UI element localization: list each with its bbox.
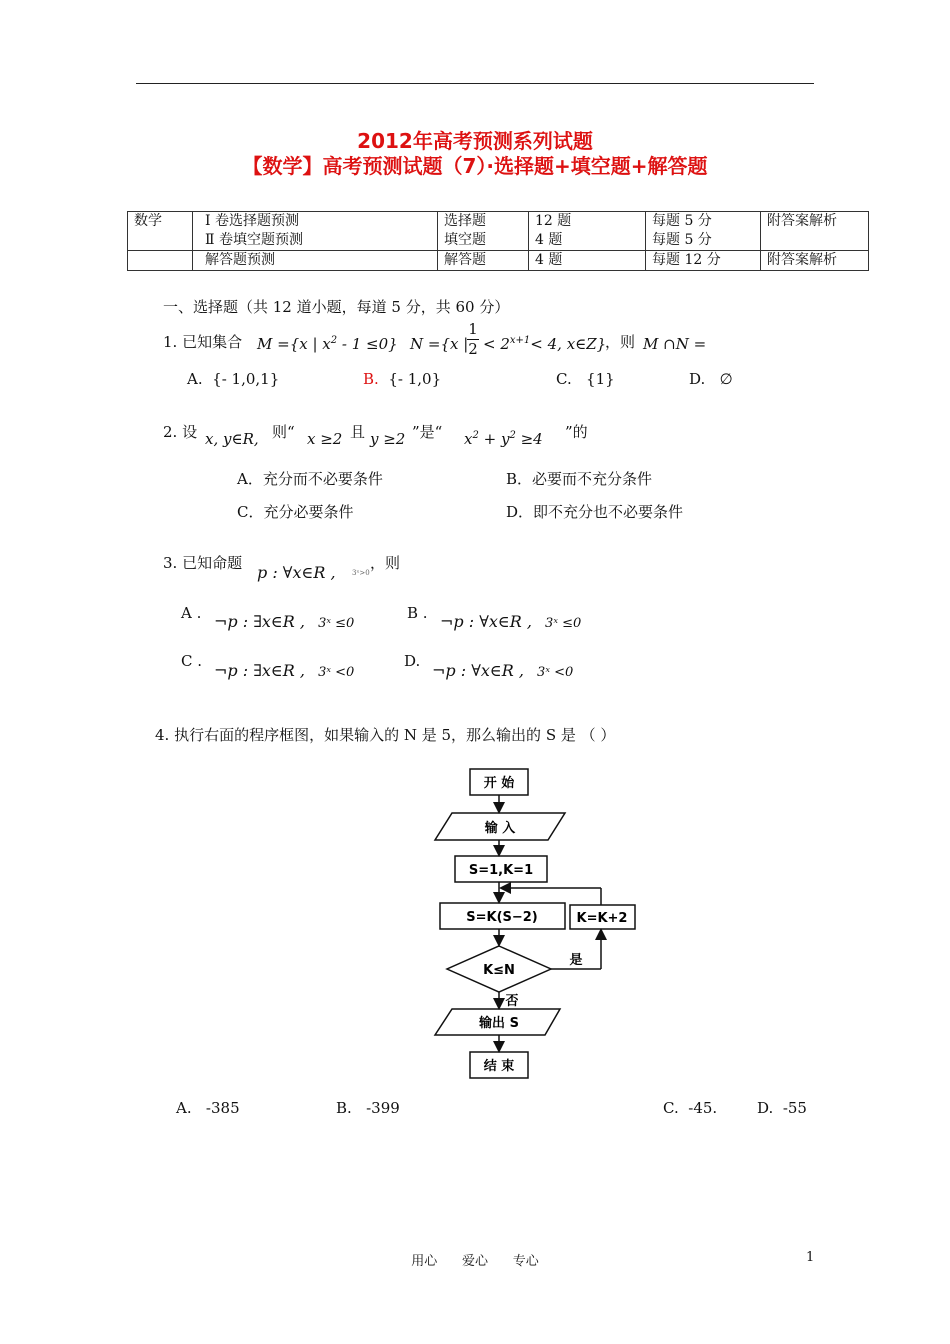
q3-option-b-label[interactable]: B . bbox=[407, 604, 428, 622]
table-cell: 每题 12 分 bbox=[646, 251, 761, 271]
q1-prefix: 1. 已知集合 bbox=[163, 333, 243, 351]
table-cell: 解答题预测 bbox=[193, 251, 438, 271]
table-cell: 12 题 4 题 bbox=[529, 212, 646, 251]
q3-option-d-label[interactable]: D. bbox=[404, 652, 421, 670]
info-table bbox=[127, 211, 869, 271]
flow-yes-label: 是 bbox=[569, 953, 583, 968]
q3-option-b[interactable]: ¬p : ∀x∈R , 3ˣ ≤0 bbox=[440, 612, 582, 631]
q2-cond3: $x^2 + y^2 \ge 4$ bbox=[464, 430, 543, 448]
table-cell: 解答题 bbox=[438, 251, 529, 271]
q3-option-c-label[interactable]: C . bbox=[181, 652, 203, 670]
flow-start-text: 开 始 bbox=[483, 776, 515, 791]
q1-option-d[interactable]: D. ∅ bbox=[689, 370, 733, 388]
q2-cond1: x ≥2 bbox=[307, 430, 343, 448]
q4-option-c[interactable]: C. -45. bbox=[663, 1099, 718, 1117]
q1-option-c[interactable]: C. {1} bbox=[556, 370, 615, 388]
q3-tiny-expr: 3ˣ>0 bbox=[352, 569, 370, 577]
table-cell: 4 题 bbox=[529, 251, 646, 271]
q1-fraction: 1 2 bbox=[468, 320, 478, 358]
table-cell: 附答案解析 bbox=[761, 212, 869, 251]
q1-option-a[interactable]: A. {- 1,0,1} bbox=[187, 370, 280, 388]
q3-option-a[interactable]: ¬p : ∃x∈R , 3ˣ ≤0 bbox=[214, 612, 355, 631]
table-cell: 附答案解析 bbox=[761, 251, 869, 271]
table-cell: 每题 5 分 每题 5 分 bbox=[646, 212, 761, 251]
q1-set-n: N ={x | bbox=[410, 335, 469, 353]
flow-no-label: 否 bbox=[505, 994, 519, 1009]
q2-vars: x, y∈R, bbox=[205, 430, 259, 448]
q2-cond2: y ≥2 bbox=[370, 430, 406, 448]
q3-option-c[interactable]: ¬p : ∃x∈R , 3ˣ <0 bbox=[214, 661, 355, 680]
q2-option-d[interactable]: D．即不充分也不必要条件 bbox=[506, 503, 684, 521]
table-cell bbox=[128, 251, 193, 271]
section-heading: 一、选择题（共 12 道小题，每道 5 分，共 60 分） bbox=[163, 298, 510, 316]
q1-ask: M ∩N = bbox=[643, 335, 707, 353]
q2-option-a[interactable]: A．充分而不必要条件 bbox=[237, 470, 383, 488]
q3-suffix: ，则 bbox=[370, 554, 401, 572]
doc-title: 2012年高考预测系列试题 bbox=[357, 129, 593, 153]
flow-input-text: 输 入 bbox=[484, 821, 516, 836]
page-number: 1 bbox=[806, 1250, 815, 1265]
q2-prefix: 2. 设 bbox=[163, 423, 198, 441]
table-cell: Ⅰ 卷选择题预测 Ⅱ 卷填空题预测 bbox=[193, 212, 438, 251]
q1-set-m: M ={x | $x^2 - 1 \le 0$} bbox=[257, 335, 398, 353]
q1-inequality: < $2^{x+1}< 4$, x∈Z} bbox=[483, 335, 607, 353]
q2-of: ”的 bbox=[565, 423, 588, 441]
q2-then: 则“ bbox=[272, 423, 295, 441]
q4-option-b[interactable]: B. -399 bbox=[336, 1099, 400, 1117]
flow-init-text: S=1,K=1 bbox=[468, 863, 534, 878]
header-rule bbox=[136, 83, 814, 84]
table-row bbox=[128, 251, 869, 271]
q2-is: ”是“ bbox=[412, 423, 443, 441]
flowchart bbox=[430, 765, 650, 1085]
q1-option-b[interactable]: B. {- 1,0} bbox=[363, 370, 442, 388]
q3-option-a-label[interactable]: A . bbox=[181, 604, 202, 622]
q4-text: 4. 执行右面的程序框图，如果输入的 N 是 5，那么输出的 S 是 （ ） bbox=[155, 726, 616, 744]
q3-proposition: p : ∀x∈R , bbox=[257, 563, 336, 582]
table-cell: 数学 bbox=[128, 212, 193, 251]
q2-and: 且 bbox=[350, 423, 366, 441]
q3-prefix: 3. 已知命题 bbox=[163, 554, 243, 572]
doc-subtitle: 【数学】高考预测试题（7）·选择题+填空题+解答题 bbox=[242, 154, 708, 178]
flow-end-text: 结 束 bbox=[483, 1059, 515, 1074]
q3-option-d[interactable]: ¬p : ∀x∈R , 3ˣ <0 bbox=[432, 661, 574, 680]
table-cell: 选择题 填空题 bbox=[438, 212, 529, 251]
table-row bbox=[128, 212, 869, 251]
q2-option-c[interactable]: C．充分必要条件 bbox=[237, 503, 354, 521]
footer-motto: 用心 爱心 专心 bbox=[411, 1254, 539, 1269]
flow-cond-text: K≤N bbox=[483, 963, 515, 978]
q1-suffix: ，则 bbox=[605, 333, 636, 351]
q2-option-b[interactable]: B．必要而不充分条件 bbox=[506, 470, 653, 488]
flow-output-text: 输出 S bbox=[479, 1016, 519, 1031]
q4-option-a[interactable]: A. -385 bbox=[176, 1099, 240, 1117]
flow-assign-text: S=K(S−2) bbox=[466, 910, 538, 925]
q4-option-d[interactable]: D. -55 bbox=[757, 1099, 807, 1117]
flow-inc-text: K=K+2 bbox=[576, 911, 628, 926]
